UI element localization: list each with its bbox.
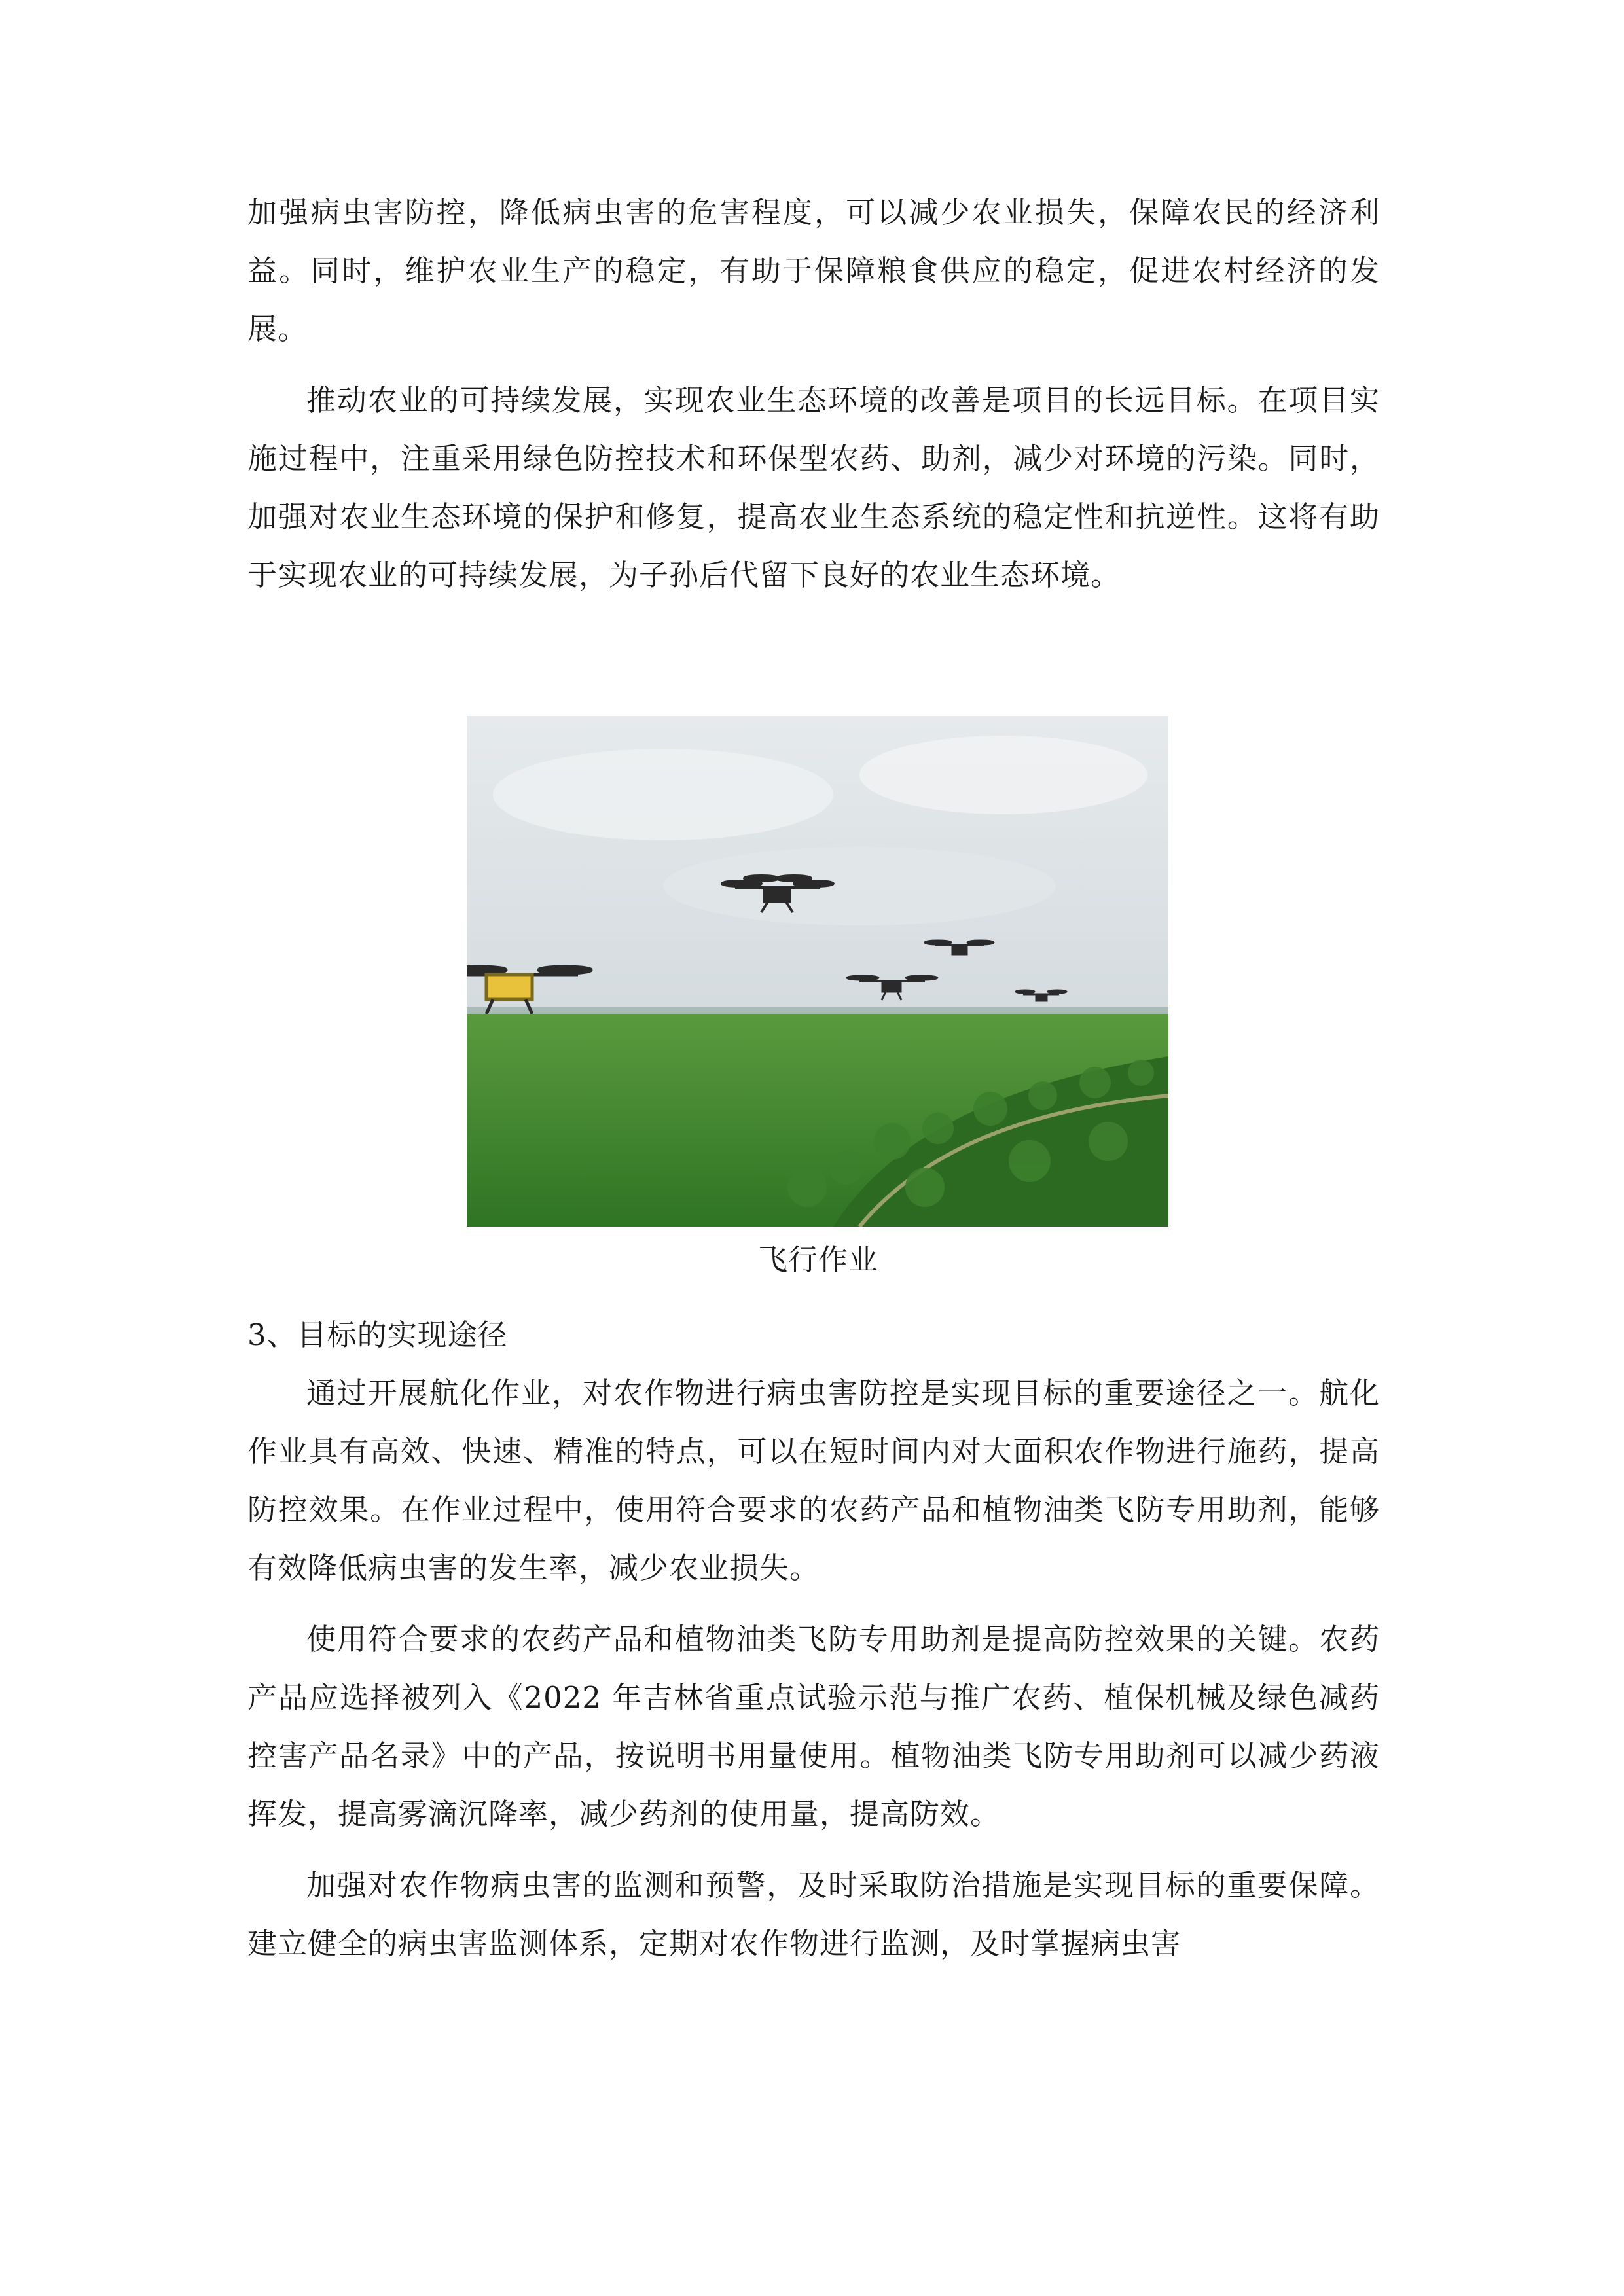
paragraph-sustainable-development: 推动农业的可持续发展，实现农业生态环境的改善是项目的长远目标。在项目实施过程中，注重采用绿色防控技术和环保型农药、助剂，减少对环境的污染。同时，加强对农业生态环境的保护和修复，提高农业生态系统的稳定性和抗逆性。这将有助于实现农业的可持续发展，为子孙后代留下良好的农业生态环境。 bbox=[247, 383, 1380, 592]
top-text-block bbox=[247, 183, 1380, 604]
drone-field-illustration bbox=[467, 716, 1168, 1227]
drone-spraying-photo bbox=[467, 716, 1168, 1227]
section-heading: 3、目标的实现途径 bbox=[247, 1318, 508, 1352]
paragraph-monitoring: 加强对农作物病虫害的监测和预警，及时采取防治措施是实现目标的重要保障。建立健全的病虫害监测体系，定期对农作物进行监测，及时掌握病虫害 bbox=[247, 1868, 1380, 1961]
figure-caption: 飞行作业 bbox=[757, 1242, 878, 1277]
paragraph-economic-benefit: 加强病虫害防控，降低病虫害的危害程度，可以减少农业损失，保障农民的经济利益。同时，维护农业生产的稳定，有助于保障粮食供应的稳定，促进农村经济的发展。 bbox=[247, 195, 1380, 346]
paragraph-aerial-operation: 通过开展航化作业，对农作物进行病虫害防控是实现目标的重要途径之一。航化作业具有高效、快速、精准的特点，可以在短时间内对大面积农作物进行施药，提高防控效果。在作业过程中，使用符合要求的农药产品和植物油类飞防专用助剂，能够有效降低病虫害的发生率，减少农业损失。 bbox=[247, 1376, 1380, 1585]
paragraph-pesticide-products: 使用符合要求的农药产品和植物油类飞防专用助剂是提高防控效果的关键。农药产品应选择被列入《2022 年吉林省重点试验示范与推广农药、植保机械及绿色减药控害产品名录》中的产品，按说明书用量使用。植物油类飞防专用助剂可以减少药液挥发，提高雾滴沉降率，减少药剂的使用量，提高防效。 bbox=[247, 1622, 1380, 1831]
bottom-text-block bbox=[247, 1306, 1380, 1973]
